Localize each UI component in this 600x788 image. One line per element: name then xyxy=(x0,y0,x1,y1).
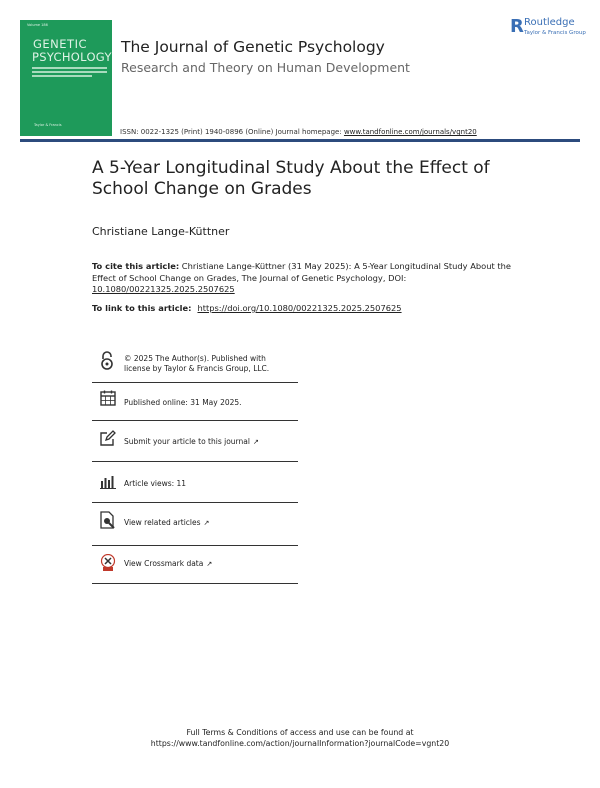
issn-text: ISSN: 0022-1325 (Print) 1940-0896 (Online) Journal homepage: xyxy=(120,128,344,136)
views-row xyxy=(92,462,298,503)
license-row xyxy=(92,345,298,383)
cover-bottom-text: Taylor & Francis xyxy=(34,123,62,127)
bar-chart-icon xyxy=(100,474,116,493)
journal-cover-image xyxy=(20,20,112,136)
citation-block xyxy=(92,261,512,296)
external-link-icon: ↗ xyxy=(203,519,210,527)
external-link-icon: ↗ xyxy=(206,560,213,568)
citation-label: To cite this article: xyxy=(92,261,180,271)
citation-text: Christiane Lange-Küttner (31 May 2025): A 5-Year Longitudinal Study About the Effect of School Change on Grades, The Journal of Genetic Psychology, DOI: xyxy=(92,261,511,283)
citation-doi-link[interactable]: 10.1080/00221325.2025.2507625 xyxy=(92,284,235,294)
footer-line1: Full Terms & Conditions of access and use can be found at xyxy=(186,728,414,737)
author-name: Christiane Lange-Küttner xyxy=(92,225,230,238)
cover-decoration xyxy=(32,75,92,77)
cover-title-line1: GENETIC xyxy=(33,37,87,51)
terms-footer xyxy=(0,727,600,749)
open-access-lock-icon xyxy=(100,351,114,375)
submit-row[interactable] xyxy=(92,421,298,462)
crossmark-label: View Crossmark data xyxy=(124,559,204,568)
article-title[interactable]: A 5-Year Longitudinal Study About the Effect of School Change on Grades xyxy=(92,158,490,199)
published-row xyxy=(92,383,298,421)
header-divider xyxy=(20,139,580,142)
submit-article-label: Submit your article to this journal xyxy=(124,437,250,446)
crossmark-row[interactable] xyxy=(92,546,298,584)
publisher-tagline: Taylor & Francis Group xyxy=(524,30,586,36)
edit-pencil-icon xyxy=(100,430,116,450)
document-search-icon xyxy=(100,511,116,533)
journal-title[interactable]: The Journal of Genetic Psychology xyxy=(121,38,385,56)
cover-top-text: Volume 186 xyxy=(27,23,48,27)
crossmark-icon xyxy=(100,554,116,576)
link-to-article xyxy=(92,303,402,313)
related-row[interactable] xyxy=(92,503,298,546)
publisher-logo[interactable] xyxy=(510,16,590,42)
article-info-panel xyxy=(92,345,298,584)
footer-terms-link[interactable]: https://www.tandfonline.com/action/journalInformation?journalCode=vgnt20 xyxy=(150,739,450,748)
external-link-icon: ↗ xyxy=(252,438,259,446)
publisher-name: Routledge xyxy=(524,17,575,28)
article-doi-link[interactable]: https://doi.org/10.1080/00221325.2025.2507625 xyxy=(197,303,402,313)
crossmark-link[interactable] xyxy=(124,559,212,569)
cover-title-line2: PSYCHOLOGY xyxy=(32,50,112,64)
related-articles-link[interactable] xyxy=(124,518,209,528)
calendar-icon xyxy=(100,390,116,410)
submit-article-link[interactable] xyxy=(124,437,259,447)
journal-subtitle: Research and Theory on Human Development xyxy=(121,60,410,75)
cover-decoration xyxy=(32,67,107,69)
routledge-logo-icon: R xyxy=(510,16,524,37)
issn-line xyxy=(120,128,477,136)
journal-homepage-link[interactable]: www.tandfonline.com/journals/vgnt20 xyxy=(343,128,477,136)
link-to-label: To link to this article: xyxy=(92,303,192,313)
license-text: © 2025 The Author(s). Published with license by Taylor & Francis Group, LLC. xyxy=(124,354,270,373)
cover-decoration xyxy=(32,71,107,73)
published-date-text: Published online: 31 May 2025. xyxy=(124,398,242,407)
related-articles-label: View related articles xyxy=(124,518,201,527)
article-views-text: Article views: 11 xyxy=(124,479,187,488)
